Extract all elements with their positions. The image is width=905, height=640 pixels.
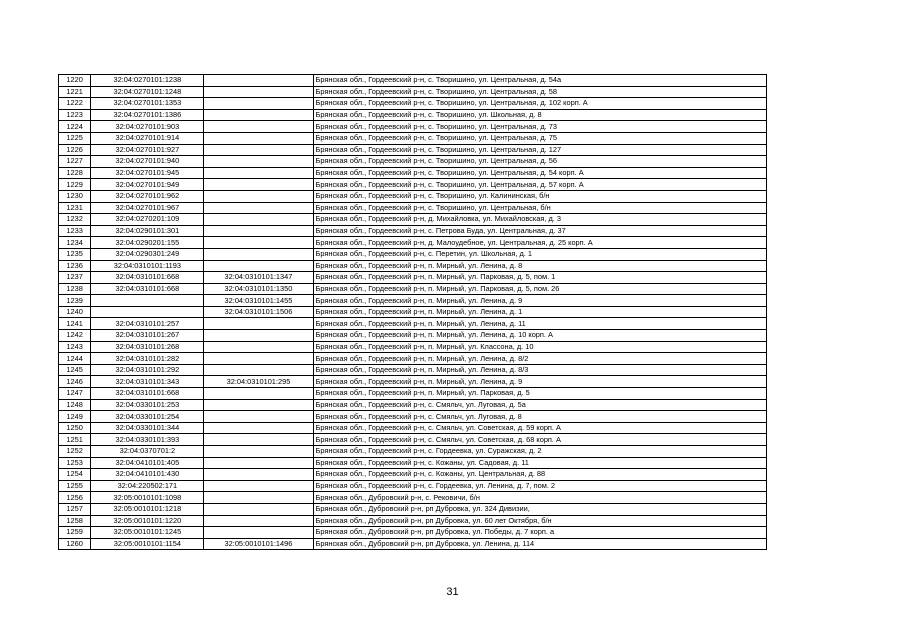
cadastral-number-cell: 32:04:0310101:668 <box>91 388 204 400</box>
address-cell: Брянская обл., Гордеевский р-н, п. Мирный, ул. Ленина, д. 9 <box>313 376 767 388</box>
cadastral-number-cell: 32:04:0310101:282 <box>91 353 204 365</box>
table-row <box>59 318 767 330</box>
row-number-cell: 1226 <box>59 144 91 156</box>
row-number-cell: 1245 <box>59 364 91 376</box>
row-number-cell: 1235 <box>59 248 91 260</box>
address-cell: Брянская обл., Гордеевский р-н, п. Мирный, ул. Парковая, д. 5, пом. 26 <box>313 283 767 295</box>
address-cell: Брянская обл., Гордеевский р-н, д. Михайловка, ул. Михайловская, д. 3 <box>313 214 767 226</box>
related-cadastral-number-cell <box>204 260 313 272</box>
table-row <box>59 306 767 318</box>
related-cadastral-number-cell <box>204 399 313 411</box>
related-cadastral-number-cell <box>204 202 313 214</box>
related-cadastral-number-cell <box>204 190 313 202</box>
related-cadastral-number-cell <box>204 434 313 446</box>
related-cadastral-number-cell: 32:05:0010101:1496 <box>204 538 313 550</box>
property-table <box>58 74 767 550</box>
related-cadastral-number-cell: 32:04:0310101:1350 <box>204 283 313 295</box>
related-cadastral-number-cell <box>204 318 313 330</box>
address-cell: Брянская обл., Гордеевский р-н, с. Гордеевка, ул. Ленина, д. 7, пом. 2 <box>313 480 767 492</box>
cadastral-number-cell: 32:04:0310101:257 <box>91 318 204 330</box>
table-row <box>59 434 767 446</box>
related-cadastral-number-cell: 32:04:0310101:1455 <box>204 295 313 307</box>
address-cell: Брянская обл., Гордеевский р-н, с. Творишино, ул. Центральная, д. 58 <box>313 86 767 98</box>
row-number-cell: 1220 <box>59 75 91 87</box>
table-row <box>59 132 767 144</box>
row-number-cell: 1229 <box>59 179 91 191</box>
cadastral-number-cell: 32:04:0290201:155 <box>91 237 204 249</box>
row-number-cell: 1227 <box>59 156 91 168</box>
table-row <box>59 225 767 237</box>
address-cell: Брянская обл., Гордеевский р-н, с. Смяльч, ул. Советская, д. 68 корп. А <box>313 434 767 446</box>
row-number-cell: 1238 <box>59 283 91 295</box>
cadastral-number-cell: 32:04:0310101:668 <box>91 283 204 295</box>
related-cadastral-number-cell <box>204 98 313 110</box>
address-cell: Брянская обл., Гордеевский р-н, п. Мирный, ул. Классона, д. 10 <box>313 341 767 353</box>
cadastral-number-cell: 32:04:0310101:668 <box>91 272 204 284</box>
table-row <box>59 248 767 260</box>
table-row <box>59 144 767 156</box>
related-cadastral-number-cell <box>204 446 313 458</box>
address-cell: Брянская обл., Гордеевский р-н, п. Мирный, ул. Ленина, д. 8/2 <box>313 353 767 365</box>
related-cadastral-number-cell <box>204 411 313 423</box>
related-cadastral-number-cell <box>204 121 313 133</box>
cadastral-number-cell: 32:04:220502:171 <box>91 480 204 492</box>
row-number-cell: 1233 <box>59 225 91 237</box>
row-number-cell: 1221 <box>59 86 91 98</box>
cadastral-number-cell: 32:04:0330101:253 <box>91 399 204 411</box>
cadastral-number-cell: 32:04:0270201:109 <box>91 214 204 226</box>
row-number-cell: 1257 <box>59 503 91 515</box>
table-row <box>59 121 767 133</box>
address-cell: Брянская обл., Гордеевский р-н, п. Мирный, ул. Ленина, д. 8 <box>313 260 767 272</box>
related-cadastral-number-cell <box>204 492 313 504</box>
address-cell: Брянская обл., Гордеевский р-н, с. Перетин, ул. Школьная, д. 1 <box>313 248 767 260</box>
row-number-cell: 1225 <box>59 132 91 144</box>
cadastral-number-cell: 32:04:0270101:940 <box>91 156 204 168</box>
related-cadastral-number-cell <box>204 237 313 249</box>
address-cell: Брянская обл., Гордеевский р-н, с. Творишино, ул. Калининская, б/н <box>313 190 767 202</box>
row-number-cell: 1234 <box>59 237 91 249</box>
table-row <box>59 202 767 214</box>
table-row <box>59 156 767 168</box>
row-number-cell: 1241 <box>59 318 91 330</box>
table-row <box>59 538 767 550</box>
cadastral-number-cell: 32:04:0270101:945 <box>91 167 204 179</box>
related-cadastral-number-cell <box>204 330 313 342</box>
cadastral-number-cell: 32:04:0310101:268 <box>91 341 204 353</box>
cadastral-number-cell <box>91 306 204 318</box>
row-number-cell: 1249 <box>59 411 91 423</box>
row-number-cell: 1240 <box>59 306 91 318</box>
table-row <box>59 446 767 458</box>
related-cadastral-number-cell <box>204 214 313 226</box>
row-number-cell: 1259 <box>59 527 91 539</box>
related-cadastral-number-cell <box>204 156 313 168</box>
address-cell: Брянская обл., Гордеевский р-н, с. Смяльч, ул. Луговая, д. 8 <box>313 411 767 423</box>
table-row <box>59 283 767 295</box>
table-row <box>59 376 767 388</box>
table-row <box>59 515 767 527</box>
row-number-cell: 1222 <box>59 98 91 110</box>
address-cell: Брянская обл., Гордеевский р-н, с. Петрова Буда, ул. Центральная, д. 37 <box>313 225 767 237</box>
row-number-cell: 1246 <box>59 376 91 388</box>
table-row <box>59 364 767 376</box>
address-cell: Брянская обл., Гордеевский р-н, с. Творишино, ул. Центральная, д. 75 <box>313 132 767 144</box>
related-cadastral-number-cell <box>204 422 313 434</box>
cadastral-number-cell: 32:04:0410101:430 <box>91 469 204 481</box>
address-cell: Брянская обл., Гордеевский р-н, с. Смяльч, ул. Луговая, д. 5а <box>313 399 767 411</box>
table-row <box>59 341 767 353</box>
address-cell: Брянская обл., Гордеевский р-н, п. Мирный, ул. Ленина, д. 1 <box>313 306 767 318</box>
cadastral-number-cell: 32:04:0270101:1248 <box>91 86 204 98</box>
cadastral-number-cell: 32:04:0270101:1238 <box>91 75 204 87</box>
related-cadastral-number-cell: 32:04:0310101:1506 <box>204 306 313 318</box>
related-cadastral-number-cell <box>204 527 313 539</box>
related-cadastral-number-cell <box>204 248 313 260</box>
address-cell: Брянская обл., Дубровский р-н, рп Дубровка, ул. Ленина, д. 114 <box>313 538 767 550</box>
table-row <box>59 469 767 481</box>
related-cadastral-number-cell <box>204 353 313 365</box>
row-number-cell: 1256 <box>59 492 91 504</box>
table-row <box>59 190 767 202</box>
row-number-cell: 1237 <box>59 272 91 284</box>
table-row <box>59 492 767 504</box>
cadastral-number-cell: 32:04:0290101:301 <box>91 225 204 237</box>
address-cell: Брянская обл., Гордеевский р-н, с. Смяльч, ул. Советская, д. 59 корп. А <box>313 422 767 434</box>
table-row <box>59 75 767 87</box>
related-cadastral-number-cell <box>204 144 313 156</box>
address-cell: Брянская обл., Гордеевский р-н, д. Малоудебное, ул. Центральная, д. 25 корп. А <box>313 237 767 249</box>
table-row <box>59 109 767 121</box>
row-number-cell: 1239 <box>59 295 91 307</box>
related-cadastral-number-cell <box>204 132 313 144</box>
table-row <box>59 503 767 515</box>
cadastral-number-cell: 32:04:0310101:292 <box>91 364 204 376</box>
row-number-cell: 1236 <box>59 260 91 272</box>
cadastral-number-cell: 32:04:0310101:343 <box>91 376 204 388</box>
table-row <box>59 237 767 249</box>
row-number-cell: 1230 <box>59 190 91 202</box>
related-cadastral-number-cell <box>204 480 313 492</box>
cadastral-number-cell: 32:04:0330101:344 <box>91 422 204 434</box>
related-cadastral-number-cell <box>204 75 313 87</box>
related-cadastral-number-cell: 32:04:0310101:295 <box>204 376 313 388</box>
cadastral-number-cell: 32:05:0010101:1245 <box>91 527 204 539</box>
page-number: 31 <box>446 586 459 598</box>
row-number-cell: 1244 <box>59 353 91 365</box>
address-cell: Брянская обл., Дубровский р-н, рп Дубровка, ул. 60 лет Октября, б/н <box>313 515 767 527</box>
row-number-cell: 1248 <box>59 399 91 411</box>
address-cell: Брянская обл., Гордеевский р-н, с. Творишино, ул. Школьная, д. 8 <box>313 109 767 121</box>
related-cadastral-number-cell <box>204 469 313 481</box>
row-number-cell: 1231 <box>59 202 91 214</box>
row-number-cell: 1255 <box>59 480 91 492</box>
related-cadastral-number-cell <box>204 179 313 191</box>
table-row <box>59 179 767 191</box>
address-cell: Брянская обл., Гордеевский р-н, с. Творишино, ул. Центральная, д. 54а <box>313 75 767 87</box>
address-cell: Брянская обл., Гордеевский р-н, с. Творишино, ул. Центральная, б/н <box>313 202 767 214</box>
table-row <box>59 272 767 284</box>
property-table-body <box>59 75 767 550</box>
related-cadastral-number-cell: 32:04:0310101:1347 <box>204 272 313 284</box>
cadastral-number-cell: 32:04:0270101:927 <box>91 144 204 156</box>
cadastral-number-cell: 32:04:0270101:1386 <box>91 109 204 121</box>
row-number-cell: 1251 <box>59 434 91 446</box>
address-cell: Брянская обл., Гордеевский р-н, п. Мирный, ул. Ленина, д. 8/3 <box>313 364 767 376</box>
address-cell: Брянская обл., Гордеевский р-н, с. Творишино, ул. Центральная, д. 56 <box>313 156 767 168</box>
related-cadastral-number-cell <box>204 457 313 469</box>
row-number-cell: 1252 <box>59 446 91 458</box>
table-row <box>59 167 767 179</box>
table-row <box>59 388 767 400</box>
table-row <box>59 86 767 98</box>
related-cadastral-number-cell <box>204 167 313 179</box>
address-cell: Брянская обл., Гордеевский р-н, с. Кожаны, ул. Садовая, д. 11 <box>313 457 767 469</box>
related-cadastral-number-cell <box>204 109 313 121</box>
cadastral-number-cell: 32:04:0330101:254 <box>91 411 204 423</box>
row-number-cell: 1242 <box>59 330 91 342</box>
row-number-cell: 1258 <box>59 515 91 527</box>
table-row <box>59 260 767 272</box>
cadastral-number-cell: 32:04:0310101:1193 <box>91 260 204 272</box>
table-row <box>59 98 767 110</box>
cadastral-number-cell: 32:04:0290301:249 <box>91 248 204 260</box>
row-number-cell: 1228 <box>59 167 91 179</box>
address-cell: Брянская обл., Гордеевский р-н, с. Творишино, ул. Центральная, д. 54 корп. А <box>313 167 767 179</box>
address-cell: Брянская обл., Гордеевский р-н, п. Мирный, ул. Ленина, д. 10 корп. А <box>313 330 767 342</box>
cadastral-number-cell: 32:04:0310101:267 <box>91 330 204 342</box>
table-row <box>59 411 767 423</box>
cadastral-number-cell: 32:04:0270101:949 <box>91 179 204 191</box>
row-number-cell: 1232 <box>59 214 91 226</box>
cadastral-number-cell: 32:05:0010101:1098 <box>91 492 204 504</box>
related-cadastral-number-cell <box>204 515 313 527</box>
related-cadastral-number-cell <box>204 388 313 400</box>
cadastral-number-cell: 32:04:0270101:903 <box>91 121 204 133</box>
cadastral-number-cell <box>91 295 204 307</box>
address-cell: Брянская обл., Гордеевский р-н, п. Мирный, ул. Ленина, д. 11 <box>313 318 767 330</box>
table-row <box>59 353 767 365</box>
cadastral-number-cell: 32:04:0270101:962 <box>91 190 204 202</box>
related-cadastral-number-cell <box>204 503 313 515</box>
cadastral-number-cell: 32:05:0010101:1220 <box>91 515 204 527</box>
row-number-cell: 1223 <box>59 109 91 121</box>
cadastral-number-cell: 32:05:0010101:1154 <box>91 538 204 550</box>
cadastral-number-cell: 32:05:0010101:1218 <box>91 503 204 515</box>
address-cell: Брянская обл., Дубровский р-н, с. Рековичи, б/н <box>313 492 767 504</box>
related-cadastral-number-cell <box>204 341 313 353</box>
row-number-cell: 1224 <box>59 121 91 133</box>
cadastral-number-cell: 32:04:0410101:405 <box>91 457 204 469</box>
row-number-cell: 1243 <box>59 341 91 353</box>
table-row <box>59 422 767 434</box>
address-cell: Брянская обл., Гордеевский р-н, с. Творишино, ул. Центральная, д. 102 корп. А <box>313 98 767 110</box>
address-cell: Брянская обл., Гордеевский р-н, с. Кожаны, ул. Центральная, д. 88 <box>313 469 767 481</box>
address-cell: Брянская обл., Гордеевский р-н, п. Мирный, ул. Ленина, д. 9 <box>313 295 767 307</box>
cadastral-number-cell: 32:04:0270101:967 <box>91 202 204 214</box>
cadastral-number-cell: 32:04:0330101:393 <box>91 434 204 446</box>
row-number-cell: 1247 <box>59 388 91 400</box>
related-cadastral-number-cell <box>204 86 313 98</box>
table-row <box>59 527 767 539</box>
address-cell: Брянская обл., Гордеевский р-н, с. Творишино, ул. Центральная, д. 57 корп. А <box>313 179 767 191</box>
cadastral-number-cell: 32:04:0370701:2 <box>91 446 204 458</box>
address-cell: Брянская обл., Гордеевский р-н, с. Творишино, ул. Центральная, д. 127 <box>313 144 767 156</box>
address-cell: Брянская обл., Гордеевский р-н, п. Мирный, ул. Парковая, д. 5, пом. 1 <box>313 272 767 284</box>
cadastral-number-cell: 32:04:0270101:914 <box>91 132 204 144</box>
related-cadastral-number-cell <box>204 364 313 376</box>
row-number-cell: 1254 <box>59 469 91 481</box>
row-number-cell: 1253 <box>59 457 91 469</box>
table-row <box>59 330 767 342</box>
related-cadastral-number-cell <box>204 225 313 237</box>
row-number-cell: 1260 <box>59 538 91 550</box>
address-cell: Брянская обл., Дубровский р-н, рп Дубровка, ул. Победы, д. 7 корп. а <box>313 527 767 539</box>
row-number-cell: 1250 <box>59 422 91 434</box>
table-row <box>59 399 767 411</box>
table-row <box>59 457 767 469</box>
cadastral-number-cell: 32:04:0270101:1353 <box>91 98 204 110</box>
table-row <box>59 214 767 226</box>
table-row <box>59 480 767 492</box>
address-cell: Брянская обл., Гордеевский р-н, с. Гордеевка, ул. Суражская, д. 2 <box>313 446 767 458</box>
table-row <box>59 295 767 307</box>
address-cell: Брянская обл., Дубровский р-н, рп Дубровка, ул. 324 Дивизии, <box>313 503 767 515</box>
address-cell: Брянская обл., Гордеевский р-н, п. Мирный, ул. Парковая, д. 5 <box>313 388 767 400</box>
address-cell: Брянская обл., Гордеевский р-н, с. Творишино, ул. Центральная, д. 73 <box>313 121 767 133</box>
